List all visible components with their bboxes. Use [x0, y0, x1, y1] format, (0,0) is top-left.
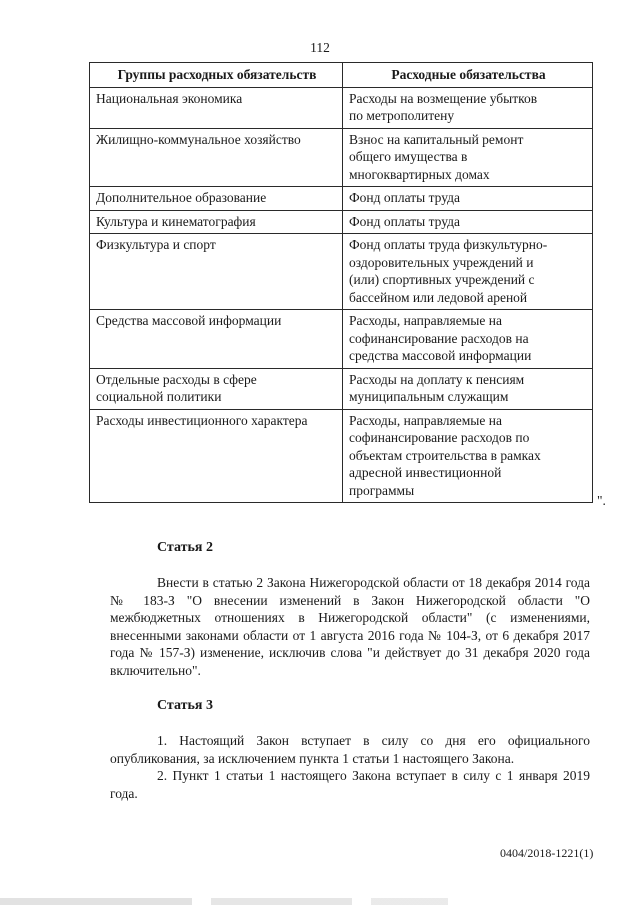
- obligation-cell: [343, 187, 593, 211]
- cell-line: программы: [349, 482, 415, 498]
- cell-line: софинансирование расходов по: [349, 430, 530, 445]
- cell-line: социальной политики: [96, 389, 222, 404]
- obligation-cell: [343, 128, 593, 187]
- column-header-groups: Группы расходных обязательств: [90, 63, 343, 88]
- page-number: 112: [310, 40, 330, 55]
- cell-line: по метрополитену: [349, 108, 455, 123]
- expenditure-table: [89, 62, 593, 503]
- cell-line: Фонд оплаты труда физкультурно-: [349, 237, 548, 252]
- column-header-obligations: Расходные обязательства: [343, 63, 593, 88]
- article-3-paragraph-1: 1. Настоящий Закон вступает в силу со дня его официального опубликования, за исключением пункта 1 статьи 1 настоящего Закона.: [110, 733, 590, 766]
- cell-line: средства массовой информации: [349, 348, 532, 363]
- cell-line: адресной инвестиционной: [349, 465, 502, 480]
- table-row: [90, 87, 593, 128]
- obligation-cell: [343, 310, 593, 369]
- obligation-cell: [343, 368, 593, 409]
- table-row: [90, 409, 593, 503]
- article-2-paragraph: Внести в статью 2 Закона Нижегородской области от 18 декабря 2014 года № 183-З "О внесении изменений в Закон Нижегородской области "О межбюджетных отношениях в Нижегородской области" (с изменениями, внесенными законами области от 1 августа 2016 года № 104-З, от 6 декабря 2017 года № 157-З) изменение, исключив слова "и действует до 31 декабря 2020 года включительно".: [110, 575, 590, 678]
- obligation-cell: [343, 87, 593, 128]
- cell-line: общего имущества в: [349, 149, 468, 164]
- obligation-cell: [343, 210, 593, 234]
- table-row: [90, 128, 593, 187]
- obligation-cell: [343, 234, 593, 310]
- obligation-cell: [343, 409, 593, 503]
- article-3-paragraph-2: 2. Пункт 1 статьи 1 настоящего Закона вступает в силу с 1 января 2019 года.: [110, 768, 590, 801]
- group-cell: Национальная экономика: [90, 87, 343, 128]
- cell-line: Отдельные расходы в сфере: [96, 371, 257, 387]
- cell-line: Расходы, направляемые на: [349, 412, 502, 428]
- table-row: [90, 234, 593, 310]
- table-row: [90, 368, 593, 409]
- group-cell: Дополнительное образование: [90, 187, 343, 211]
- cell-line: (или) спортивных учреждений с: [349, 272, 535, 287]
- article-3-body: [110, 732, 590, 802]
- cell-line: многоквартирных домах: [349, 166, 490, 182]
- article-2-heading: Статья 2: [157, 540, 213, 555]
- group-cell: Физкультура и спорт: [90, 234, 343, 310]
- cell-line: Фонд оплаты труда: [349, 190, 460, 205]
- group-cell: Расходы инвестиционного характера: [90, 409, 343, 503]
- cell-line: оздоровительных учреждений и: [349, 254, 534, 270]
- group-cell: Жилищно-коммунальное хозяйство: [90, 128, 343, 187]
- cell-line: Расходы, направляемые на: [349, 313, 502, 328]
- cell-line: Фонд оплаты труда: [349, 213, 460, 229]
- cell-line: Взнос на капитальный ремонт: [349, 131, 524, 147]
- cell-line: бассейном или ледовой ареной: [349, 289, 528, 305]
- cell-line: объектам строительства в рамках: [349, 447, 541, 463]
- cell-line: муниципальным служащим: [349, 389, 509, 404]
- cell-line: Расходы на доплату к пенсиям: [349, 371, 525, 387]
- group-cell: Культура и кинематография: [90, 210, 343, 234]
- document-code: 0404/2018-1221(1): [500, 846, 594, 860]
- closing-quote: ".: [597, 493, 606, 508]
- article-3-heading: Статья 3: [157, 698, 213, 713]
- cell-line: софинансирование расходов на: [349, 330, 529, 346]
- cell-line: Расходы на возмещение убытков: [349, 90, 538, 106]
- table-row: [90, 187, 593, 211]
- table-row: [90, 210, 593, 234]
- group-cell: Средства массовой информации: [90, 310, 343, 369]
- table-row: [90, 310, 593, 369]
- table-header-row: [90, 63, 593, 88]
- group-cell: [90, 368, 343, 409]
- scan-edge-artifact: [0, 898, 640, 905]
- article-2-body: [110, 574, 590, 679]
